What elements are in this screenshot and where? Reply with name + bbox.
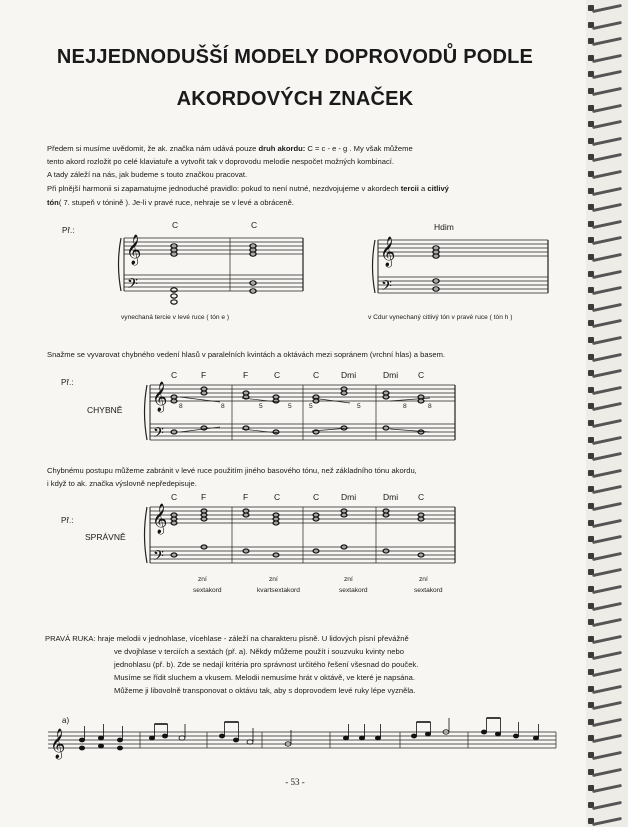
treble-clef-icon: 𝄞 (380, 237, 396, 267)
spiral-binding (586, 0, 628, 827)
section-2-text: Snažme se vyvarovat chybného vedení hlasů v paralelních kvintách a oktávách mezi sopránem (vrchní hlas) a basem. (47, 350, 446, 359)
chord-symbol: C (274, 370, 281, 380)
spiral-coil (586, 485, 628, 494)
spiral-coil (586, 236, 628, 245)
spiral-coil (586, 270, 628, 279)
spiral-coil (586, 651, 628, 660)
example-2-label: Př.: (61, 378, 74, 387)
grand-staff-wrong (145, 385, 456, 440)
chord-symbol: Dmi (383, 370, 399, 380)
spiral-coil (586, 104, 628, 113)
grand-staff-right (373, 240, 549, 293)
spiral-coil (586, 303, 628, 312)
chord-symbol: F (243, 370, 249, 380)
spiral-coil (586, 369, 628, 378)
section-3-text-2: i když to ak. značka výslovně nepředepisuje. (47, 479, 197, 488)
spiral-coil (586, 519, 628, 528)
spiral-coil (586, 685, 628, 694)
interval-number: 8 (403, 403, 407, 410)
annotation-bottom: sextakord (339, 587, 368, 594)
spiral-coil (586, 635, 628, 644)
intro-bold-term: citlivý (427, 184, 449, 193)
treble-clef-icon: 𝄞 (152, 382, 168, 412)
spiral-coil (586, 4, 628, 13)
spiral-coil (586, 170, 628, 179)
spiral-coil (586, 469, 628, 478)
interval-number: 8 (179, 403, 183, 410)
spiral-coil (586, 618, 628, 627)
spiral-coil (586, 253, 628, 262)
spiral-coil (586, 54, 628, 63)
chord-symbol: C (418, 370, 425, 380)
spiral-coil (586, 353, 628, 362)
spiral-coil (586, 436, 628, 445)
interval-number: 5 (259, 403, 263, 410)
annotation-bottom: sextakord (193, 587, 222, 594)
spiral-coil (586, 502, 628, 511)
chord-symbol: F (243, 492, 249, 502)
intro-line-3: A tady záleží na nás, jak budeme s touto značkou pracovat. (47, 170, 248, 179)
interval-number: 5 (357, 403, 361, 410)
spiral-coil (586, 187, 628, 196)
right-hand-line-3: jednohlasu (př. b). Zde se nedají kritéria pro správnost určitého řešení všesnad do pouček. (114, 660, 419, 669)
chord-symbol: Dmi (383, 492, 399, 502)
caption-right: v Cdur vynechaný citlivý tón v pravé ruce ( tón h ) (368, 314, 513, 321)
spiral-coil (586, 751, 628, 760)
spiral-coil (586, 21, 628, 30)
example-1-label: Př.: (62, 226, 75, 235)
intro-text: Předem si musíme uvědomit, že ak. značka nám udává pouze (47, 144, 259, 153)
spiral-coil (586, 784, 628, 793)
caption-left: vynechaná tercie v levé ruce ( tón e ) (121, 314, 230, 321)
spiral-coil (586, 602, 628, 611)
chord-symbol: C (172, 220, 179, 230)
annotation-top: zní (344, 576, 353, 583)
melody-notes (79, 718, 538, 750)
right-hand-heading: PRAVÁ RUKA: (45, 634, 96, 643)
melody-staff (48, 732, 556, 748)
page-number: - 53 - (285, 777, 305, 787)
annotation-bottom: sextakord (414, 587, 443, 594)
spiral-coil (586, 402, 628, 411)
chord-symbol: C (171, 492, 178, 502)
spiral-coil (586, 535, 628, 544)
annotation-top: zní (419, 576, 428, 583)
treble-clef-icon: 𝄞 (152, 504, 168, 534)
intro-text: C = c - e - g . My však můžeme (305, 144, 413, 153)
chord-symbol: Dmi (341, 492, 357, 502)
intro-text: a (418, 184, 428, 193)
chord-symbol: C (251, 220, 258, 230)
treble-clef-icon: 𝄞 (126, 235, 142, 265)
intro-bold-term: tercii (400, 184, 419, 193)
right-hand-text: hraje melodii v jednohlase, vícehlase - záleží na charakteru písně. U lidových písní převážně (95, 634, 409, 643)
spiral-coil (586, 552, 628, 561)
chord-symbol: F (201, 370, 207, 380)
spiral-coil (586, 585, 628, 594)
spiral-coil (586, 734, 628, 743)
chord-symbol: C (418, 492, 425, 502)
chord-symbol: C (274, 492, 281, 502)
page-title-line-2: AKORDOVÝCH ZNAČEK (176, 88, 414, 110)
spiral-coil (586, 87, 628, 96)
spiral-coil (586, 137, 628, 146)
interval-number: 5 (288, 403, 292, 410)
right-hand-line-4: Musíme se řídit sluchem a vkusem. Melodii nemusíme hrát v oktávě, ve které je napsána. (114, 673, 415, 682)
chord-symbol: C (171, 370, 178, 380)
spiral-coil (586, 153, 628, 162)
spiral-coil (586, 220, 628, 229)
treble-clef-icon: 𝄞 (50, 729, 66, 759)
page-title-line-1: NEJJEDNODUŠŠÍ MODELY DOPROVODŮ PODLE (56, 46, 534, 68)
spiral-coil (586, 70, 628, 79)
spiral-coil (586, 319, 628, 328)
intro-line-2: tento akord rozložit po celé klaviatuře a vytvořit tak v doprovodu melodie nespočet možných kombinací. (47, 157, 394, 166)
spiral-coil (586, 452, 628, 461)
spiral-coil (586, 37, 628, 46)
spiral-coil (586, 668, 628, 677)
section-3-text-1: Chybnému postupu můžeme zabránit v levé ruce použitím jiného basového tónu, než základního tónu akordu, (47, 466, 417, 475)
intro-text: ( 7. stupeň v tónině ). Je-li v pravé ruce, nehraje se v levé a obráceně. (58, 198, 294, 207)
chord-symbol: C (313, 492, 320, 502)
bass-clef-icon: 𝄢 (153, 425, 164, 445)
interval-number: 8 (221, 403, 225, 410)
chord-symbol: Dmi (341, 370, 357, 380)
annotation-bottom: kvartsextakord (257, 587, 300, 594)
intro-text: Při plnější harmonii si zapamatujme jednoduché pravidlo: pokud to není nutné, nezdvojujeme v akordech (47, 184, 401, 193)
interval-number: 5 (309, 403, 313, 410)
spiral-coil (586, 817, 628, 826)
spiral-coil (586, 120, 628, 129)
spiral-coil (586, 701, 628, 710)
spiral-coil (586, 768, 628, 777)
chord-symbol: F (201, 492, 207, 502)
annotation-top: zní (198, 576, 207, 583)
bass-clef-icon: 𝄢 (381, 278, 392, 298)
spiral-coil (586, 286, 628, 295)
spiral-coil (586, 568, 628, 577)
chord-symbol: Hdim (434, 222, 454, 232)
interval-number: 8 (428, 403, 432, 410)
wrong-label: CHYBNĚ (87, 405, 123, 415)
spiral-coil (586, 801, 628, 810)
right-hand-line-5: Můžeme ji libovolně transponovat o oktávu tak, aby s doprovodem levé ruky lépe vyzněla. (114, 686, 416, 695)
melody-example-label: a) (62, 716, 70, 725)
bass-clef-icon: 𝄢 (153, 548, 164, 568)
right-hand-line-2: ve dvojhlase v terciích a sextách (př. a). Někdy můžeme použít i souzvuku kvinty nebo (114, 647, 404, 656)
spiral-coil (586, 419, 628, 428)
grand-staff-left (119, 238, 304, 291)
correct-label: SPRÁVNĚ (85, 532, 126, 542)
spiral-coil (586, 718, 628, 727)
spiral-coil (586, 386, 628, 395)
spiral-coil (586, 336, 628, 345)
annotation-top: zní (269, 576, 278, 583)
grand-staff-correct (145, 507, 456, 563)
intro-bold-term: tón (47, 198, 59, 207)
bass-clef-icon: 𝄢 (127, 276, 138, 296)
example-3-label: Př.: (61, 516, 74, 525)
chord-symbol: C (313, 370, 320, 380)
intro-bold-term: druh akordu: (258, 144, 306, 153)
spiral-coil (586, 203, 628, 212)
